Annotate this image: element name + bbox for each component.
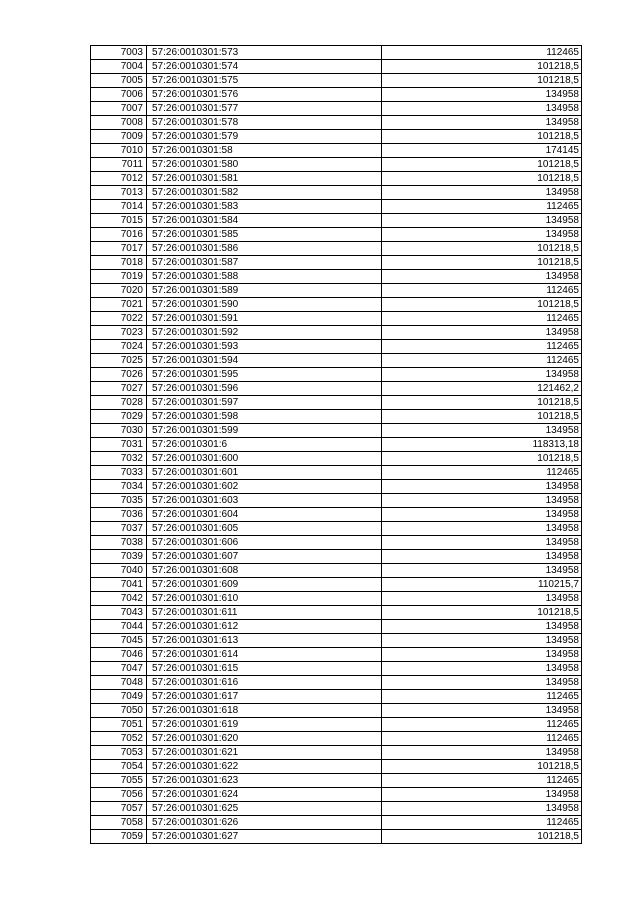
row-number-cell: 7035 <box>91 494 147 508</box>
table-body <box>91 46 582 844</box>
cadastral-number-cell: 57:26:0010301:592 <box>147 326 382 340</box>
table-row <box>91 438 582 452</box>
value-cell: 134958 <box>382 550 582 564</box>
table-row <box>91 368 582 382</box>
row-number-cell: 7029 <box>91 410 147 424</box>
table-row <box>91 60 582 74</box>
value-cell: 112465 <box>382 200 582 214</box>
row-number-cell: 7010 <box>91 144 147 158</box>
cadastral-number-cell: 57:26:0010301:593 <box>147 340 382 354</box>
cadastral-number-cell: 57:26:0010301:595 <box>147 368 382 382</box>
cadastral-number-cell: 57:26:0010301:580 <box>147 158 382 172</box>
value-cell: 101218,5 <box>382 242 582 256</box>
cadastral-number-cell: 57:26:0010301:604 <box>147 508 382 522</box>
row-number-cell: 7036 <box>91 508 147 522</box>
row-number-cell: 7059 <box>91 830 147 844</box>
value-cell: 134958 <box>382 634 582 648</box>
value-cell: 134958 <box>382 102 582 116</box>
row-number-cell: 7011 <box>91 158 147 172</box>
value-cell: 112465 <box>382 718 582 732</box>
row-number-cell: 7024 <box>91 340 147 354</box>
cadastral-number-cell: 57:26:0010301:608 <box>147 564 382 578</box>
table-row <box>91 130 582 144</box>
row-number-cell: 7017 <box>91 242 147 256</box>
table-row <box>91 396 582 410</box>
table-row <box>91 578 582 592</box>
table-row <box>91 592 582 606</box>
cadastral-number-cell: 57:26:0010301:607 <box>147 550 382 564</box>
table-row <box>91 634 582 648</box>
cadastral-number-cell: 57:26:0010301:615 <box>147 662 382 676</box>
row-number-cell: 7033 <box>91 466 147 480</box>
cadastral-number-cell: 57:26:0010301:611 <box>147 606 382 620</box>
table-row <box>91 508 582 522</box>
row-number-cell: 7030 <box>91 424 147 438</box>
row-number-cell: 7051 <box>91 718 147 732</box>
row-number-cell: 7009 <box>91 130 147 144</box>
cadastral-number-cell: 57:26:0010301:609 <box>147 578 382 592</box>
cadastral-number-cell: 57:26:0010301:582 <box>147 186 382 200</box>
table-row <box>91 550 582 564</box>
value-cell: 134958 <box>382 746 582 760</box>
row-number-cell: 7020 <box>91 284 147 298</box>
value-cell: 101218,5 <box>382 606 582 620</box>
value-cell: 134958 <box>382 648 582 662</box>
value-cell: 112465 <box>382 46 582 60</box>
table-row <box>91 312 582 326</box>
row-number-cell: 7037 <box>91 522 147 536</box>
cadastral-number-cell: 57:26:0010301:587 <box>147 256 382 270</box>
row-number-cell: 7056 <box>91 788 147 802</box>
row-number-cell: 7022 <box>91 312 147 326</box>
value-cell: 112465 <box>382 774 582 788</box>
table-row <box>91 536 582 550</box>
table-row <box>91 354 582 368</box>
row-number-cell: 7014 <box>91 200 147 214</box>
table-row <box>91 606 582 620</box>
table-row <box>91 424 582 438</box>
cadastral-number-cell: 57:26:0010301:617 <box>147 690 382 704</box>
cadastral-number-cell: 57:26:0010301:621 <box>147 746 382 760</box>
cadastral-number-cell: 57:26:0010301:612 <box>147 620 382 634</box>
row-number-cell: 7041 <box>91 578 147 592</box>
value-cell: 134958 <box>382 368 582 382</box>
value-cell: 134958 <box>382 494 582 508</box>
row-number-cell: 7018 <box>91 256 147 270</box>
value-cell: 101218,5 <box>382 130 582 144</box>
table-row <box>91 690 582 704</box>
row-number-cell: 7004 <box>91 60 147 74</box>
table-row <box>91 466 582 480</box>
table-row <box>91 88 582 102</box>
value-cell: 134958 <box>382 88 582 102</box>
table-row <box>91 704 582 718</box>
row-number-cell: 7007 <box>91 102 147 116</box>
row-number-cell: 7015 <box>91 214 147 228</box>
table-row <box>91 284 582 298</box>
cadastral-number-cell: 57:26:0010301:622 <box>147 760 382 774</box>
cadastral-number-cell: 57:26:0010301:610 <box>147 592 382 606</box>
value-cell: 101218,5 <box>382 410 582 424</box>
value-cell: 112465 <box>382 312 582 326</box>
row-number-cell: 7016 <box>91 228 147 242</box>
value-cell: 134958 <box>382 228 582 242</box>
value-cell: 134958 <box>382 116 582 130</box>
row-number-cell: 7049 <box>91 690 147 704</box>
cadastral-number-cell: 57:26:0010301:577 <box>147 102 382 116</box>
value-cell: 112465 <box>382 466 582 480</box>
row-number-cell: 7003 <box>91 46 147 60</box>
table-row <box>91 788 582 802</box>
table-row <box>91 410 582 424</box>
value-cell: 112465 <box>382 690 582 704</box>
table-row <box>91 200 582 214</box>
table-row <box>91 494 582 508</box>
value-cell: 101218,5 <box>382 60 582 74</box>
cadastral-number-cell: 57:26:0010301:575 <box>147 74 382 88</box>
cadastral-number-cell: 57:26:0010301:573 <box>147 46 382 60</box>
row-number-cell: 7055 <box>91 774 147 788</box>
cadastral-number-cell: 57:26:0010301:605 <box>147 522 382 536</box>
value-cell: 118313,18 <box>382 438 582 452</box>
table-row <box>91 228 582 242</box>
value-cell: 134958 <box>382 480 582 494</box>
cadastral-number-cell: 57:26:0010301:574 <box>147 60 382 74</box>
table-row <box>91 158 582 172</box>
row-number-cell: 7038 <box>91 536 147 550</box>
row-number-cell: 7013 <box>91 186 147 200</box>
cadastral-number-cell: 57:26:0010301:589 <box>147 284 382 298</box>
row-number-cell: 7023 <box>91 326 147 340</box>
value-cell: 134958 <box>382 704 582 718</box>
value-cell: 110215,7 <box>382 578 582 592</box>
cadastral-number-cell: 57:26:0010301:58 <box>147 144 382 158</box>
row-number-cell: 7005 <box>91 74 147 88</box>
table-row <box>91 340 582 354</box>
cadastral-number-cell: 57:26:0010301:627 <box>147 830 382 844</box>
table-row <box>91 648 582 662</box>
value-cell: 134958 <box>382 564 582 578</box>
cadastral-number-cell: 57:26:0010301:613 <box>147 634 382 648</box>
row-number-cell: 7048 <box>91 676 147 690</box>
cadastral-number-cell: 57:26:0010301:618 <box>147 704 382 718</box>
cadastral-number-cell: 57:26:0010301:596 <box>147 382 382 396</box>
value-cell: 101218,5 <box>382 172 582 186</box>
cadastral-number-cell: 57:26:0010301:581 <box>147 172 382 186</box>
table-row <box>91 802 582 816</box>
cadastral-number-cell: 57:26:0010301:594 <box>147 354 382 368</box>
table-row <box>91 564 582 578</box>
row-number-cell: 7034 <box>91 480 147 494</box>
table-row <box>91 298 582 312</box>
table-row <box>91 830 582 844</box>
cadastral-number-cell: 57:26:0010301:623 <box>147 774 382 788</box>
row-number-cell: 7032 <box>91 452 147 466</box>
cadastral-number-cell: 57:26:0010301:614 <box>147 648 382 662</box>
cadastral-number-cell: 57:26:0010301:600 <box>147 452 382 466</box>
value-cell: 121462,2 <box>382 382 582 396</box>
cadastral-number-cell: 57:26:0010301:601 <box>147 466 382 480</box>
row-number-cell: 7043 <box>91 606 147 620</box>
cadastral-number-cell: 57:26:0010301:606 <box>147 536 382 550</box>
row-number-cell: 7026 <box>91 368 147 382</box>
value-cell: 134958 <box>382 592 582 606</box>
row-number-cell: 7012 <box>91 172 147 186</box>
table-row <box>91 256 582 270</box>
value-cell: 112465 <box>382 816 582 830</box>
table-row <box>91 144 582 158</box>
row-number-cell: 7025 <box>91 354 147 368</box>
table-row <box>91 718 582 732</box>
value-cell: 134958 <box>382 424 582 438</box>
table-row <box>91 172 582 186</box>
table-row <box>91 620 582 634</box>
table-row <box>91 326 582 340</box>
table-row <box>91 452 582 466</box>
cadastral-number-cell: 57:26:0010301:602 <box>147 480 382 494</box>
value-cell: 134958 <box>382 214 582 228</box>
cadastral-number-cell: 57:26:0010301:584 <box>147 214 382 228</box>
cadastral-number-cell: 57:26:0010301:591 <box>147 312 382 326</box>
value-cell: 101218,5 <box>382 830 582 844</box>
value-cell: 101218,5 <box>382 452 582 466</box>
value-cell: 134958 <box>382 508 582 522</box>
cadastral-number-cell: 57:26:0010301:619 <box>147 718 382 732</box>
cadastral-number-cell: 57:26:0010301:586 <box>147 242 382 256</box>
row-number-cell: 7046 <box>91 648 147 662</box>
table-row <box>91 382 582 396</box>
value-cell: 112465 <box>382 732 582 746</box>
value-cell: 101218,5 <box>382 74 582 88</box>
table-row <box>91 662 582 676</box>
table-row <box>91 774 582 788</box>
cadastral-number-cell: 57:26:0010301:578 <box>147 116 382 130</box>
cadastral-number-cell: 57:26:0010301:576 <box>147 88 382 102</box>
table-row <box>91 116 582 130</box>
cadastral-number-cell: 57:26:0010301:6 <box>147 438 382 452</box>
table-row <box>91 522 582 536</box>
table-row <box>91 46 582 60</box>
value-cell: 134958 <box>382 676 582 690</box>
cadastral-number-cell: 57:26:0010301:620 <box>147 732 382 746</box>
value-cell: 134958 <box>382 536 582 550</box>
row-number-cell: 7054 <box>91 760 147 774</box>
value-cell: 134958 <box>382 522 582 536</box>
value-cell: 101218,5 <box>382 396 582 410</box>
table-row <box>91 186 582 200</box>
cadastral-number-cell: 57:26:0010301:599 <box>147 424 382 438</box>
value-cell: 134958 <box>382 788 582 802</box>
value-cell: 112465 <box>382 340 582 354</box>
row-number-cell: 7042 <box>91 592 147 606</box>
row-number-cell: 7008 <box>91 116 147 130</box>
cadastral-number-cell: 57:26:0010301:616 <box>147 676 382 690</box>
value-cell: 134958 <box>382 620 582 634</box>
row-number-cell: 7044 <box>91 620 147 634</box>
value-cell: 101218,5 <box>382 158 582 172</box>
row-number-cell: 7047 <box>91 662 147 676</box>
cadastral-number-cell: 57:26:0010301:585 <box>147 228 382 242</box>
value-cell: 134958 <box>382 802 582 816</box>
table-row <box>91 760 582 774</box>
table-row <box>91 746 582 760</box>
value-cell: 112465 <box>382 284 582 298</box>
value-cell: 134958 <box>382 326 582 340</box>
row-number-cell: 7045 <box>91 634 147 648</box>
row-number-cell: 7039 <box>91 550 147 564</box>
row-number-cell: 7053 <box>91 746 147 760</box>
cadastral-number-cell: 57:26:0010301:603 <box>147 494 382 508</box>
value-cell: 174145 <box>382 144 582 158</box>
row-number-cell: 7057 <box>91 802 147 816</box>
table-row <box>91 270 582 284</box>
cadastral-number-cell: 57:26:0010301:597 <box>147 396 382 410</box>
value-cell: 134958 <box>382 662 582 676</box>
cadastral-number-cell: 57:26:0010301:588 <box>147 270 382 284</box>
row-number-cell: 7006 <box>91 88 147 102</box>
value-cell: 134958 <box>382 270 582 284</box>
data-table <box>90 45 582 844</box>
row-number-cell: 7027 <box>91 382 147 396</box>
table-row <box>91 102 582 116</box>
table-row <box>91 676 582 690</box>
row-number-cell: 7040 <box>91 564 147 578</box>
table-row <box>91 74 582 88</box>
value-cell: 101218,5 <box>382 760 582 774</box>
row-number-cell: 7058 <box>91 816 147 830</box>
row-number-cell: 7031 <box>91 438 147 452</box>
table-row <box>91 242 582 256</box>
value-cell: 101218,5 <box>382 256 582 270</box>
value-cell: 112465 <box>382 354 582 368</box>
row-number-cell: 7052 <box>91 732 147 746</box>
cadastral-number-cell: 57:26:0010301:590 <box>147 298 382 312</box>
value-cell: 101218,5 <box>382 298 582 312</box>
row-number-cell: 7028 <box>91 396 147 410</box>
row-number-cell: 7050 <box>91 704 147 718</box>
value-cell: 134958 <box>382 186 582 200</box>
table-row <box>91 816 582 830</box>
table-row <box>91 732 582 746</box>
row-number-cell: 7019 <box>91 270 147 284</box>
cadastral-number-cell: 57:26:0010301:579 <box>147 130 382 144</box>
table-row <box>91 214 582 228</box>
table-row <box>91 480 582 494</box>
row-number-cell: 7021 <box>91 298 147 312</box>
cadastral-number-cell: 57:26:0010301:583 <box>147 200 382 214</box>
cadastral-number-cell: 57:26:0010301:598 <box>147 410 382 424</box>
cadastral-number-cell: 57:26:0010301:625 <box>147 802 382 816</box>
cadastral-number-cell: 57:26:0010301:624 <box>147 788 382 802</box>
cadastral-number-cell: 57:26:0010301:626 <box>147 816 382 830</box>
